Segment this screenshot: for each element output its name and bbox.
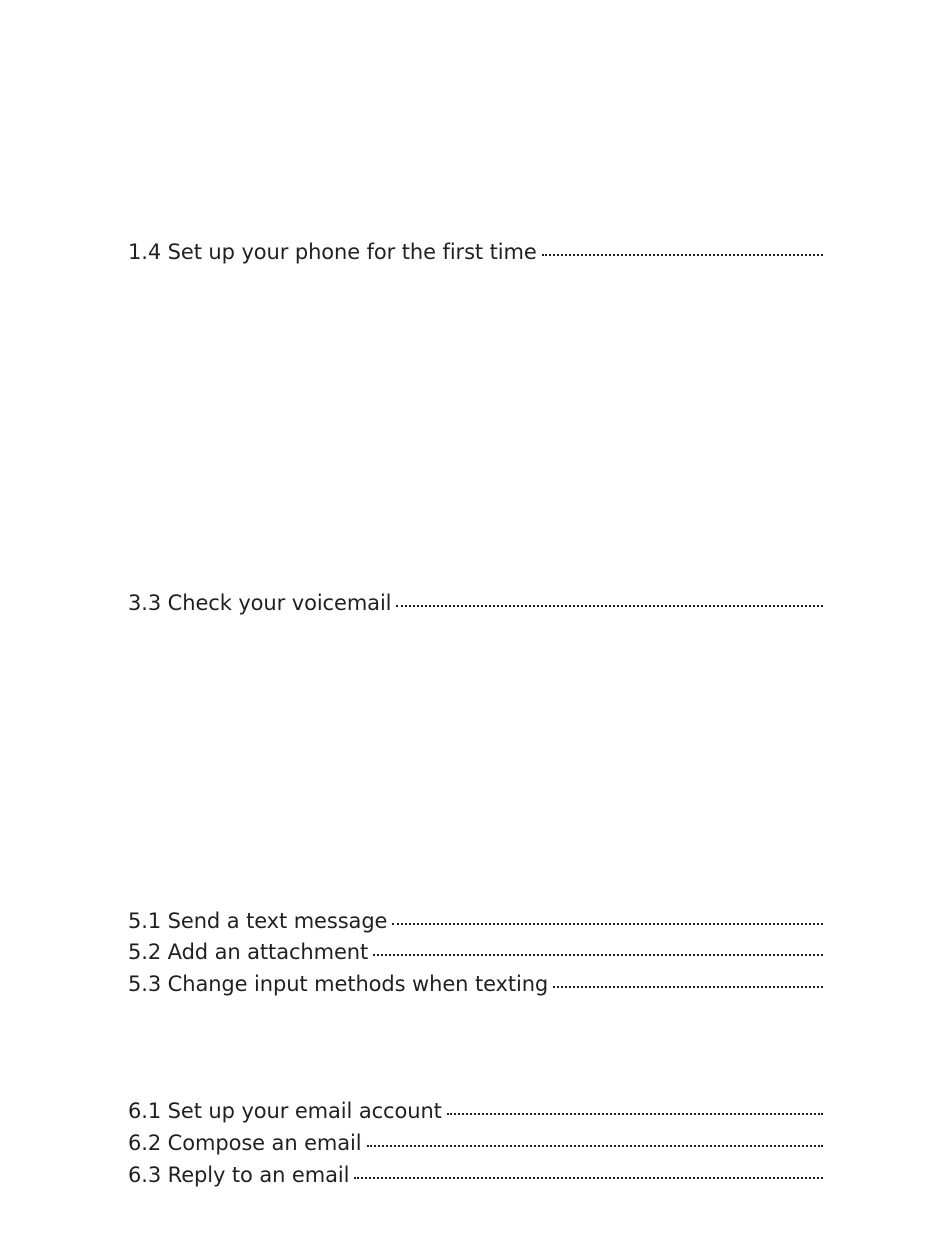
toc-entry-label: 6.3 Reply to an email [128,1163,350,1187]
toc-dot-leader [392,923,823,925]
toc-dot-leader [396,605,823,607]
toc-dot-leader [542,254,823,256]
toc-entry-1-4[interactable] [128,237,823,267]
toc-entry-label: 6.1 Set up your email account [128,1099,442,1123]
toc-dot-leader [553,986,823,988]
toc-dot-leader [367,1145,823,1147]
toc-entry-6-1[interactable] [128,1096,823,1126]
toc-dot-leader [354,1177,823,1179]
toc-entry-3-3[interactable] [128,588,823,618]
toc-entry-label: 1.4 Set up your phone for the first time [128,240,537,264]
toc-entry-5-2[interactable] [128,937,823,967]
toc-dot-leader [447,1113,823,1115]
toc-entry-label: 3.3 Check your voicemail [128,591,392,615]
toc-entry-label: 5.3 Change input methods when texting [128,972,549,996]
toc-entry-5-3[interactable] [128,969,823,999]
toc-dot-leader [373,954,823,956]
toc-entry-label: 5.2 Add an attachment [128,940,369,964]
toc-entry-label: 6.2 Compose an email [128,1131,362,1155]
toc-entry-6-2[interactable] [128,1128,823,1158]
toc-entry-5-1[interactable] [128,906,823,936]
toc-entry-label: 5.1 Send a text message [128,909,388,933]
toc-entry-6-3[interactable] [128,1160,823,1190]
